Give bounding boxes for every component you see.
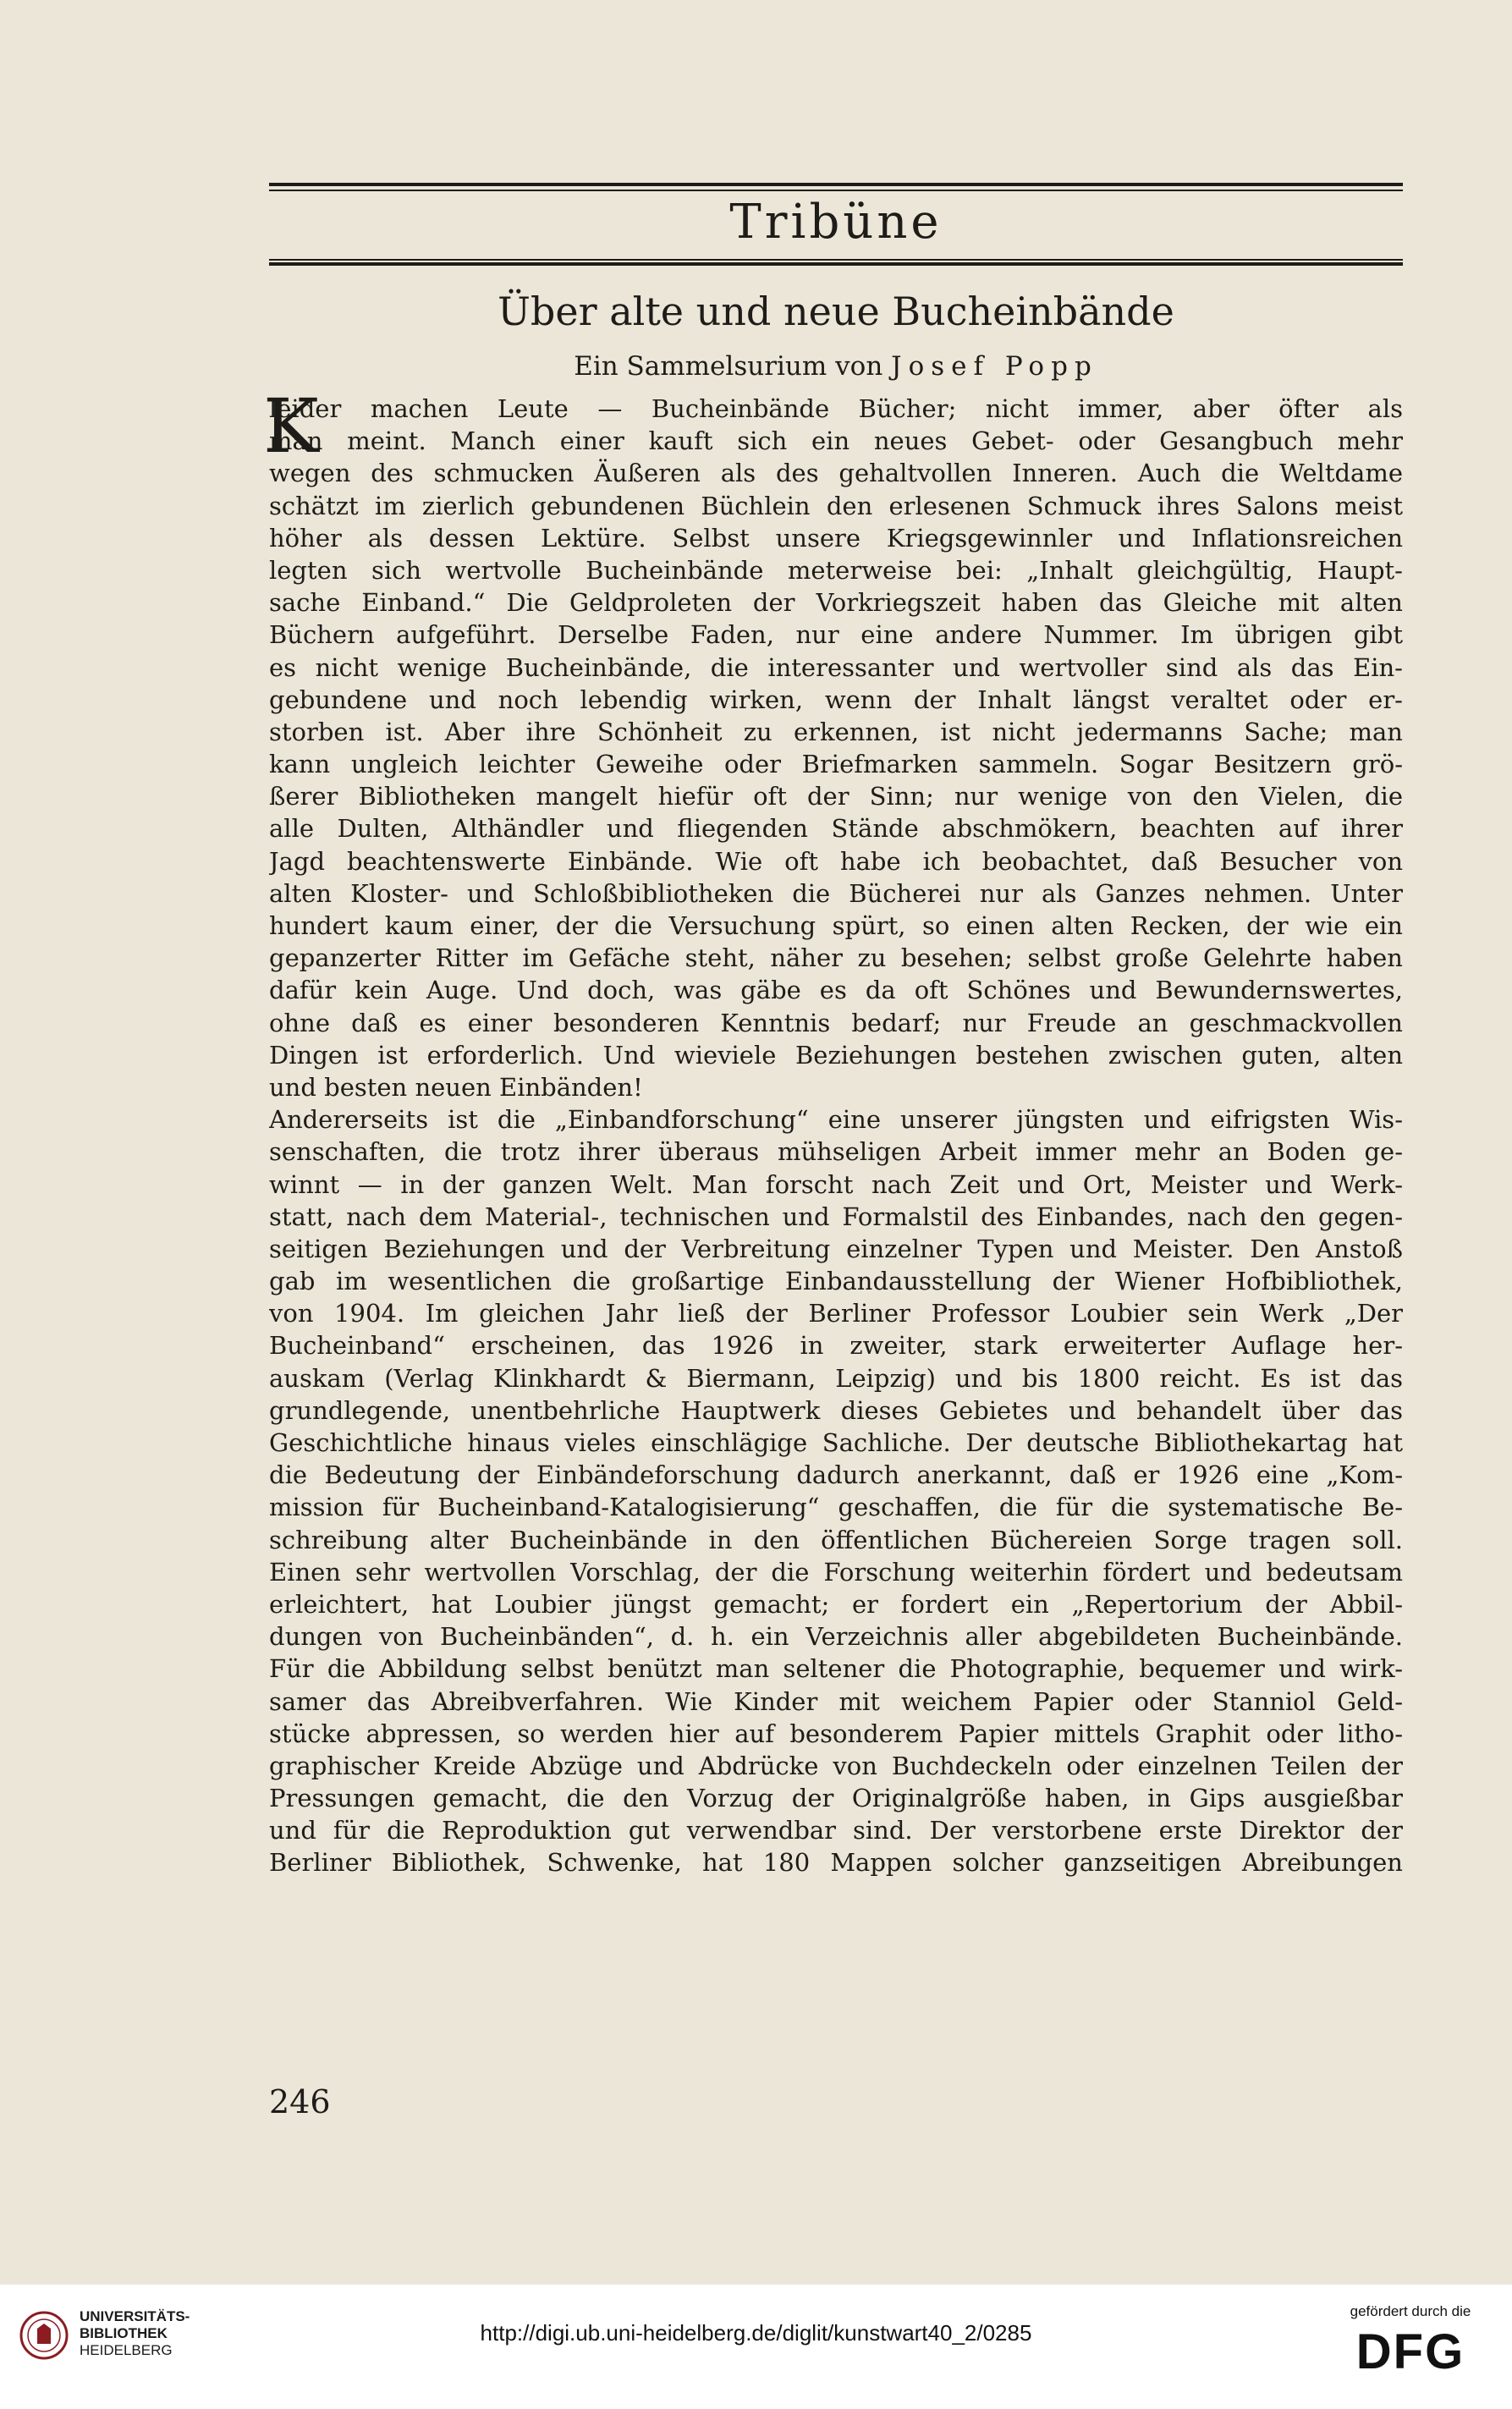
text-line: grundlegende, unentbehrliche Hauptwerk dieses Gebietes und behandelt über das [269,1395,1403,1425]
text-line: Bucheinband“ erscheinen, das 1926 in zweiter, stark erweiterter Auflage her- [269,1331,1403,1361]
text-line: alten Kloster- und Schloßbibliotheken die Bücherei nur als Ganzes nehmen. Unter [269,878,1403,908]
text-line: ßerer Bibliotheken mangelt hiefür oft der Sinn; nur wenige von den Vielen, die [269,782,1403,811]
university-name-line2: BIBLIOTHEK [80,2325,168,2341]
text-line: schreibung alter Bucheinbände in den öffentlichen Büchereien Sorge tragen soll. [269,1525,1403,1554]
footer-bar [0,2285,1512,2409]
text-line: Andererseits ist die „Einbandforschung“ eine unserer jüngsten und eifrigsten Wis- [269,1105,1403,1135]
text-line: leider machen Leute — Bucheinbände Bücher; nicht immer, aber öfter als [269,394,1403,423]
text-line: ohne daß es einer besonderen Kenntnis bedarf; nur Freude an geschmackvollen [269,1008,1403,1037]
text-line: und für die Reproduktion gut verwendbar sind. Der verstorbene erste Direktor der [269,1816,1403,1845]
text-line: es nicht wenige Bucheinbände, die interessanter und wertvoller sind als das Ein- [269,652,1403,682]
text-line: samer das Abreibverfahren. Wie Kinder mit weichem Papier oder Stanniol Geld- [269,1686,1403,1716]
title-rule-thick [269,262,1403,266]
text-line: gebundene und noch lebendig wirken, wenn der Inhalt längst veraltet oder er- [269,685,1403,714]
text-line: stücke abpressen, so werden hier auf besonderem Papier mittels Graphit oder litho- [269,1719,1403,1748]
text-line: und besten neuen Einbänden! [269,1072,643,1102]
top-rule-thick [269,183,1403,186]
byline [269,349,1403,384]
text-line: Für die Abbildung selbst benützt man seltener die Photographie, bequemer und wirk- [269,1654,1403,1684]
funding-label: gefördert durch die [1350,2303,1471,2319]
title-rule-thin [269,259,1403,261]
text-line: höher als dessen Lektüre. Selbst unsere Kriegsgewinnler und Inflationsreichen [269,523,1403,553]
text-line: Geschichtliche hinaus vieles einschlägige Sachliche. Der deutsche Bibliothekartag hat [269,1428,1403,1457]
text-line: winnt — in der ganzen Welt. Man forscht nach Zeit und Ort, Meister und Werk- [269,1169,1403,1199]
text-line: alle Dulten, Althändler und fliegenden Stände abschmökern, beachten auf ihrer [269,814,1403,844]
section-title: Tribüne [729,195,943,250]
text-line: graphischer Kreide Abzüge und Abdrücke von Buchdeckeln oder einzelnen Teilen der [269,1751,1403,1780]
drop-cap: K [263,382,319,470]
text-line: dungen von Bucheinbänden“, d. h. ein Verzeichnis aller abgebildeten Bucheinbände. [269,1622,1403,1652]
text-line: gab im wesentlichen die großartige Einbandausstellung der Wiener Hofbibliothek, [269,1267,1403,1296]
top-rule-thin [269,190,1403,191]
text-line: Pressungen gemacht, die den Vorzug der Originalgröße haben, in Gips ausgießbar [269,1784,1403,1813]
text-line: man meint. Manch einer kauft sich ein neues Gebet- oder Gesangbuch mehr [269,426,1403,456]
text-line: wegen des schmucken Äußeren als des gehaltvollen Inneren. Auch die Weltdame [269,459,1403,488]
text-line: hundert kaum einer, der die Versuchung spürt, so einen alten Recken, der wie ein [269,911,1403,940]
text-line: schätzt im zierlich gebundenen Büchlein den erlesenen Schmuck ihres Salons meist [269,491,1403,520]
text-line: legten sich wertvolle Bucheinbände meterweise bei: „Inhalt gleichgültig, Haupt- [269,555,1403,585]
text-line: auskam (Verlag Klinkhardt & Biermann, Leipzig) und bis 1800 reicht. Es ist das [269,1363,1403,1393]
text-line: die Bedeutung der Einbändeforschung dadurch anerkannt, daß er 1926 eine „Kom- [269,1460,1403,1490]
text-line: senschaften, die trotz ihrer überaus mühseligen Arbeit immer mehr an Boden ge- [269,1137,1403,1167]
text-line: seitigen Beziehungen und der Verbreitung einzelner Typen und Meister. Den Anstoß [269,1234,1403,1263]
article-body [269,393,1403,1879]
article-title: Über alte und neue Bucheinbände [498,289,1174,334]
byline-author: Josef Popp [891,351,1098,382]
text-line: kann ungleich leichter Geweihe oder Briefmarken sammeln. Sogar Besitzern grö- [269,750,1403,779]
funding-note [1334,2302,1487,2378]
page-number: 246 [269,2083,331,2120]
university-name-line1: UNIVERSITÄTS- [80,2308,190,2324]
dfg-logo: DFG [1355,2324,1465,2379]
text-line: Jagd beachtenswerte Einbände. Wie oft habe ich beobachtet, daß Besucher von [269,846,1403,876]
text-line: dafür kein Auge. Und doch, was gäbe es da oft Schönes und Bewundernswertes, [269,976,1403,1005]
text-line: gepanzerter Ritter im Gefäche steht, näher zu besehen; selbst große Gelehrte haben [269,943,1403,973]
text-line: Einen sehr wertvollen Vorschlag, der die Forschung weiterhin fördert und bedeutsam [269,1557,1403,1587]
text-line: mission für Bucheinband-Katalogisierung“ geschaffen, die für die systematische Be- [269,1493,1403,1522]
text-line: sache Einband.“ Die Geldproleten der Vorkriegszeit haben das Gleiche mit alten [269,588,1403,618]
text-line: Dingen ist erforderlich. Und wieviele Beziehungen bestehen zwischen guten, alten [269,1040,1403,1070]
text-line: Büchern aufgeführt. Derselbe Faden, nur eine andere Nummer. Im übrigen gibt [269,620,1403,650]
text-line: Berliner Bibliothek, Schwenke, hat 180 Mappen solcher ganzseitigen Abreibungen [269,1848,1403,1878]
text-line: von 1904. Im gleichen Jahr ließ der Berliner Professor Loubier sein Werk „Der [269,1299,1403,1328]
text-line: statt, nach dem Material-, technischen und Formalstil des Einbandes, nach den gegen- [269,1202,1403,1231]
university-name-line3: HEIDELBERG [80,2342,173,2358]
source-url-link[interactable]: http://digi.ub.uni-heidelberg.de/diglit/kunstwart40_2/0285 [480,2320,1032,2346]
byline-prefix: Ein Sammelsurium von [574,351,883,382]
text-line: erleichtert, hat Loubier jüngst gemacht; er fordert ein „Repertorium der Abbil- [269,1589,1403,1619]
text-line: storben ist. Aber ihre Schönheit zu erkennen, ist nicht jedermanns Sache; man [269,717,1403,746]
